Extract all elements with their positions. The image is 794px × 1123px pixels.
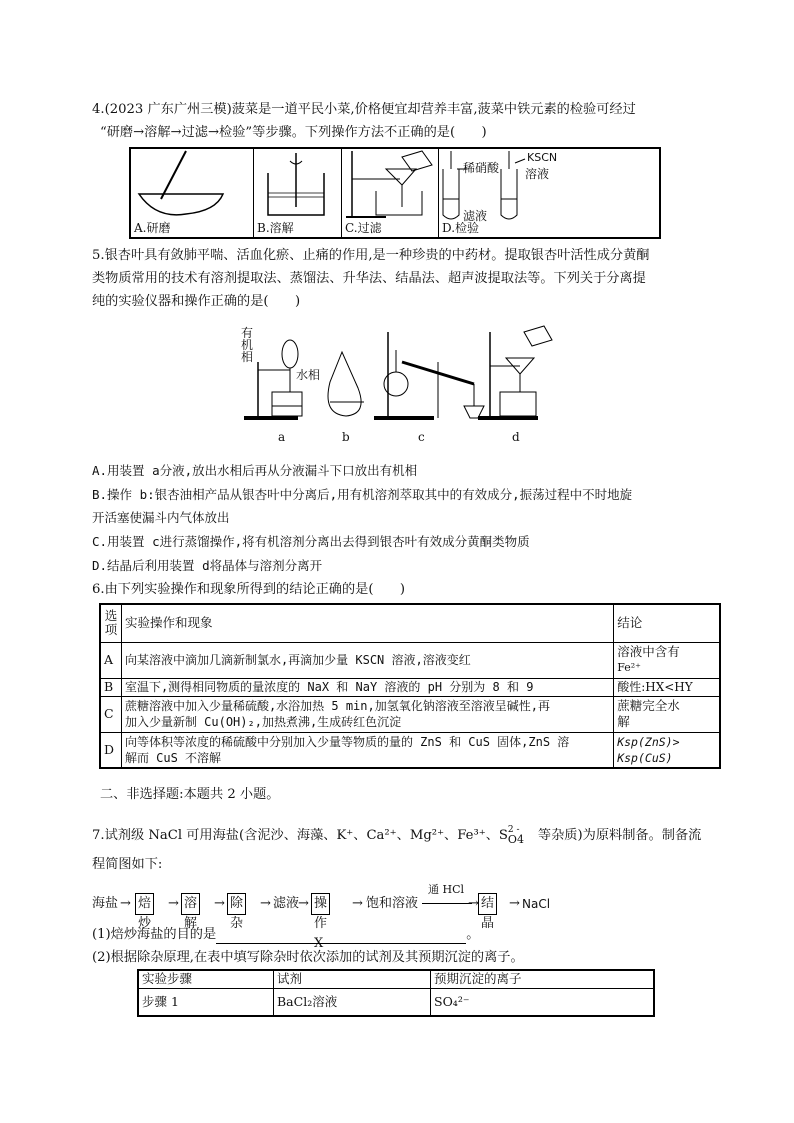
flow-box-crystallize: 结晶	[478, 893, 497, 915]
q4-option-c-cell	[342, 149, 439, 237]
q5-stem-line3: 纯的实验仪器和操作正确的是( )	[92, 294, 301, 309]
q6-row-b-conclusion: 酸性:HX<HY	[614, 678, 720, 696]
q7-table-header	[138, 970, 654, 988]
flow-filtrate: 滤液	[273, 896, 300, 911]
flow-arrow-label: 通 HCl	[428, 883, 465, 896]
q5-label-b: b	[342, 430, 350, 444]
q7-table	[137, 969, 655, 1017]
q6-row-c-option: C	[100, 696, 121, 732]
q4-label-dilute-nitric: 稀硝酸	[463, 161, 500, 175]
q6-row-c-conclusion	[614, 696, 720, 732]
q5-option-b-line1: B.操作 b:银杏油相产品从银杏叶中分离后,用有机溶剂萃取其中的有效成分,振荡过程中不时地旋	[92, 487, 633, 502]
q4-label-filtrate: 滤液	[463, 209, 488, 223]
arrow-right-icon: →	[120, 896, 131, 911]
q7-header-step: 实验步骤	[138, 970, 274, 988]
answer-blank[interactable]	[216, 930, 466, 944]
table-row	[100, 696, 720, 732]
q7-sub1-text: (1)焙炒海盐的目的是	[92, 927, 217, 942]
arrow-right-icon: →	[214, 896, 225, 911]
q7-ion-1: SO₄²⁻	[431, 988, 655, 1016]
table-row	[100, 732, 720, 768]
sulfate-formula	[508, 827, 538, 845]
q6-row-c-operation	[121, 696, 613, 732]
q7-header-ion: 预期沉淀的离子	[431, 970, 655, 988]
q4-stem-line1: 4.(2023 广东广州三模)菠菜是一道平民小菜,价格便宜却营养丰富,菠菜中铁元素的检验可经过	[92, 102, 636, 117]
q6-row-c-operation-l2: 加入少量新制 Cu(OH)₂,加热煮沸,生成砖红色沉淀	[124, 715, 402, 729]
q6-row-b-option: B	[100, 678, 121, 696]
q5-option-d: D.结晶后利用装置 d将晶体与溶剂分离开	[92, 558, 323, 573]
q6-row-b-operation: 室温下,测得相同物质的量浓度的 NaX 和 NaY 溶液的 pH 分别为 8 和 9	[121, 678, 613, 696]
q6-row-a-option: A	[100, 642, 121, 678]
q6-header-conclusion: 结论	[614, 604, 720, 642]
separation-apparatus-icon	[238, 322, 558, 422]
beaker-stir-icon	[254, 149, 340, 219]
q4-apparatus-strip	[129, 147, 661, 239]
arrow-right-icon: →	[168, 896, 179, 911]
q4-option-b-cell	[254, 149, 342, 237]
flow-box-operation-x: 操作 X	[311, 893, 330, 915]
filtration-setup-icon	[342, 149, 436, 221]
sulfate-o4: O4	[507, 833, 524, 846]
flow-sea-salt: 海盐	[92, 896, 119, 911]
q7-stem-line1a: 7.试剂级 NaCl 可用海盐(含泥沙、海藻、K⁺、Ca²⁺、Mg²⁺、Fe³⁺、S	[92, 828, 508, 843]
q7-reagent-1: BaCl₂溶液	[274, 988, 431, 1016]
q7-step-1: 步骤 1	[138, 988, 274, 1016]
q6-row-d-conclusion	[614, 732, 720, 768]
flow-box-impurity-removal: 除杂	[227, 893, 246, 915]
q4-option-d-cell	[439, 149, 663, 237]
q5-label-organic-1: 有	[241, 326, 254, 340]
q6-row-a-operation: 向某溶液中滴加几滴新制氯水,再滴加少量 KSCN 溶液,溶液变红	[121, 642, 613, 678]
q6-row-a-conclusion	[614, 642, 720, 678]
section-heading-2: 二、非选择题:本题共 2 小题。	[100, 787, 280, 802]
q5-stem-line1: 5.银杏叶具有敛肺平喘、活血化瘀、止痛的作用,是一种珍贵的中药材。提取银杏叶活性成分黄酮	[92, 248, 650, 263]
arrow-right-icon: →	[468, 896, 479, 911]
table-row	[100, 678, 720, 696]
q6-row-d-conclusion-l1: Ksp(ZnS)>	[617, 734, 680, 749]
q4-caption-c: C.过滤	[345, 221, 382, 235]
arrow-right-icon: →	[298, 896, 309, 911]
q7-stem-line1	[92, 827, 701, 845]
flow-nacl: NaCl	[522, 897, 551, 911]
q6-stem: 6.由下列实验操作和现象所得到的结论正确的是( )	[92, 582, 405, 597]
q6-row-d-conclusion-l2: Ksp(CuS)	[617, 750, 673, 765]
arrow-right-icon: →	[352, 896, 363, 911]
q4-label-kscn: KSCN	[527, 151, 558, 164]
q6-row-d-operation-l2: 解而 CuS 不溶解	[124, 750, 222, 765]
q6-row-d-operation-l1: 向等体积等浓度的稀硫酸中分别加入少量等物质的量的 ZnS 和 CuS 固体,ZnS 溶	[124, 734, 570, 749]
q4-option-a-cell	[131, 149, 254, 237]
table-row	[100, 642, 720, 678]
q6-row-c-conclusion-l1: 蔗糖完全水	[617, 698, 680, 713]
sulfate-charge: 2 -	[507, 825, 520, 835]
q6-header-operation: 实验操作和现象	[121, 604, 613, 642]
flow-saturated-solution: 饱和溶液	[366, 896, 419, 911]
q4-caption-d: D.检验	[442, 221, 480, 235]
q7-sub1-end: 。	[466, 927, 480, 942]
q5-option-c: C.用装置 c进行蒸馏操作,将有机溶剂分离出去得到银杏叶有效成分黄酮类物质	[92, 534, 530, 549]
q6-row-a-conclusion-l1: 溶液中含有	[617, 644, 680, 659]
mortar-pestle-icon	[131, 149, 251, 219]
q6-row-d-operation	[121, 732, 613, 768]
q6-table	[99, 603, 721, 769]
q7-header-reagent: 试剂	[274, 970, 431, 988]
q5-label-water: 水相	[296, 368, 321, 382]
q4-caption-a: A.研磨	[134, 221, 171, 235]
long-arrow-line	[422, 903, 472, 904]
q4-label-solution: 溶液	[525, 167, 550, 181]
q7-stem-line1b: 等杂质)为原料制备。制备流	[537, 828, 702, 843]
q5-label-organic-3: 相	[241, 350, 254, 364]
q5-stem-line2: 类物质常用的技术有溶剂提取法、蒸馏法、升华法、结晶法、超声波提取法等。下列关于分离提	[92, 271, 646, 286]
q5-option-b-line2: 开活塞使漏斗内气体放出	[92, 510, 230, 525]
q6-row-c-operation-l1: 蔗糖溶液中加入少量稀硫酸,水浴加热 5 min,加氢氧化钠溶液至溶液呈碱性,再	[124, 699, 550, 713]
q6-row-a-conclusion-l2: Fe²⁺	[617, 661, 641, 674]
arrow-right-icon: →	[260, 896, 271, 911]
q6-row-d-option: D	[100, 732, 121, 768]
flow-box-dissolve: 溶解	[181, 893, 200, 915]
q5-label-organic-2: 机	[241, 338, 254, 352]
table-row	[138, 988, 654, 1016]
q6-table-header	[100, 604, 720, 642]
q5-apparatus-figure	[238, 322, 558, 448]
q4-stem-line2: “研磨→溶解→过滤→检验”等步骤。下列操作方法不正确的是( )	[100, 125, 487, 140]
flow-box-roast: 焙炒	[135, 893, 154, 915]
q5-label-c: c	[418, 430, 425, 444]
arrow-right-icon: →	[509, 896, 520, 911]
q5-option-a: A.用装置 a分液,放出水相后再从分液漏斗下口放出有机相	[92, 463, 418, 478]
q6-header-option: 选项	[100, 604, 121, 642]
q7-stem-line2: 程简图如下:	[92, 857, 163, 872]
q6-row-c-conclusion-l2: 解	[617, 714, 630, 729]
q5-label-d: d	[512, 430, 520, 444]
q7-sub2: (2)根据除杂原理,在表中填写除杂时依次添加的试剂及其预期沉淀的离子。	[92, 950, 524, 965]
q5-label-a: a	[278, 430, 286, 444]
q7-sub1	[92, 926, 479, 944]
q4-caption-b: B.溶解	[257, 221, 294, 235]
